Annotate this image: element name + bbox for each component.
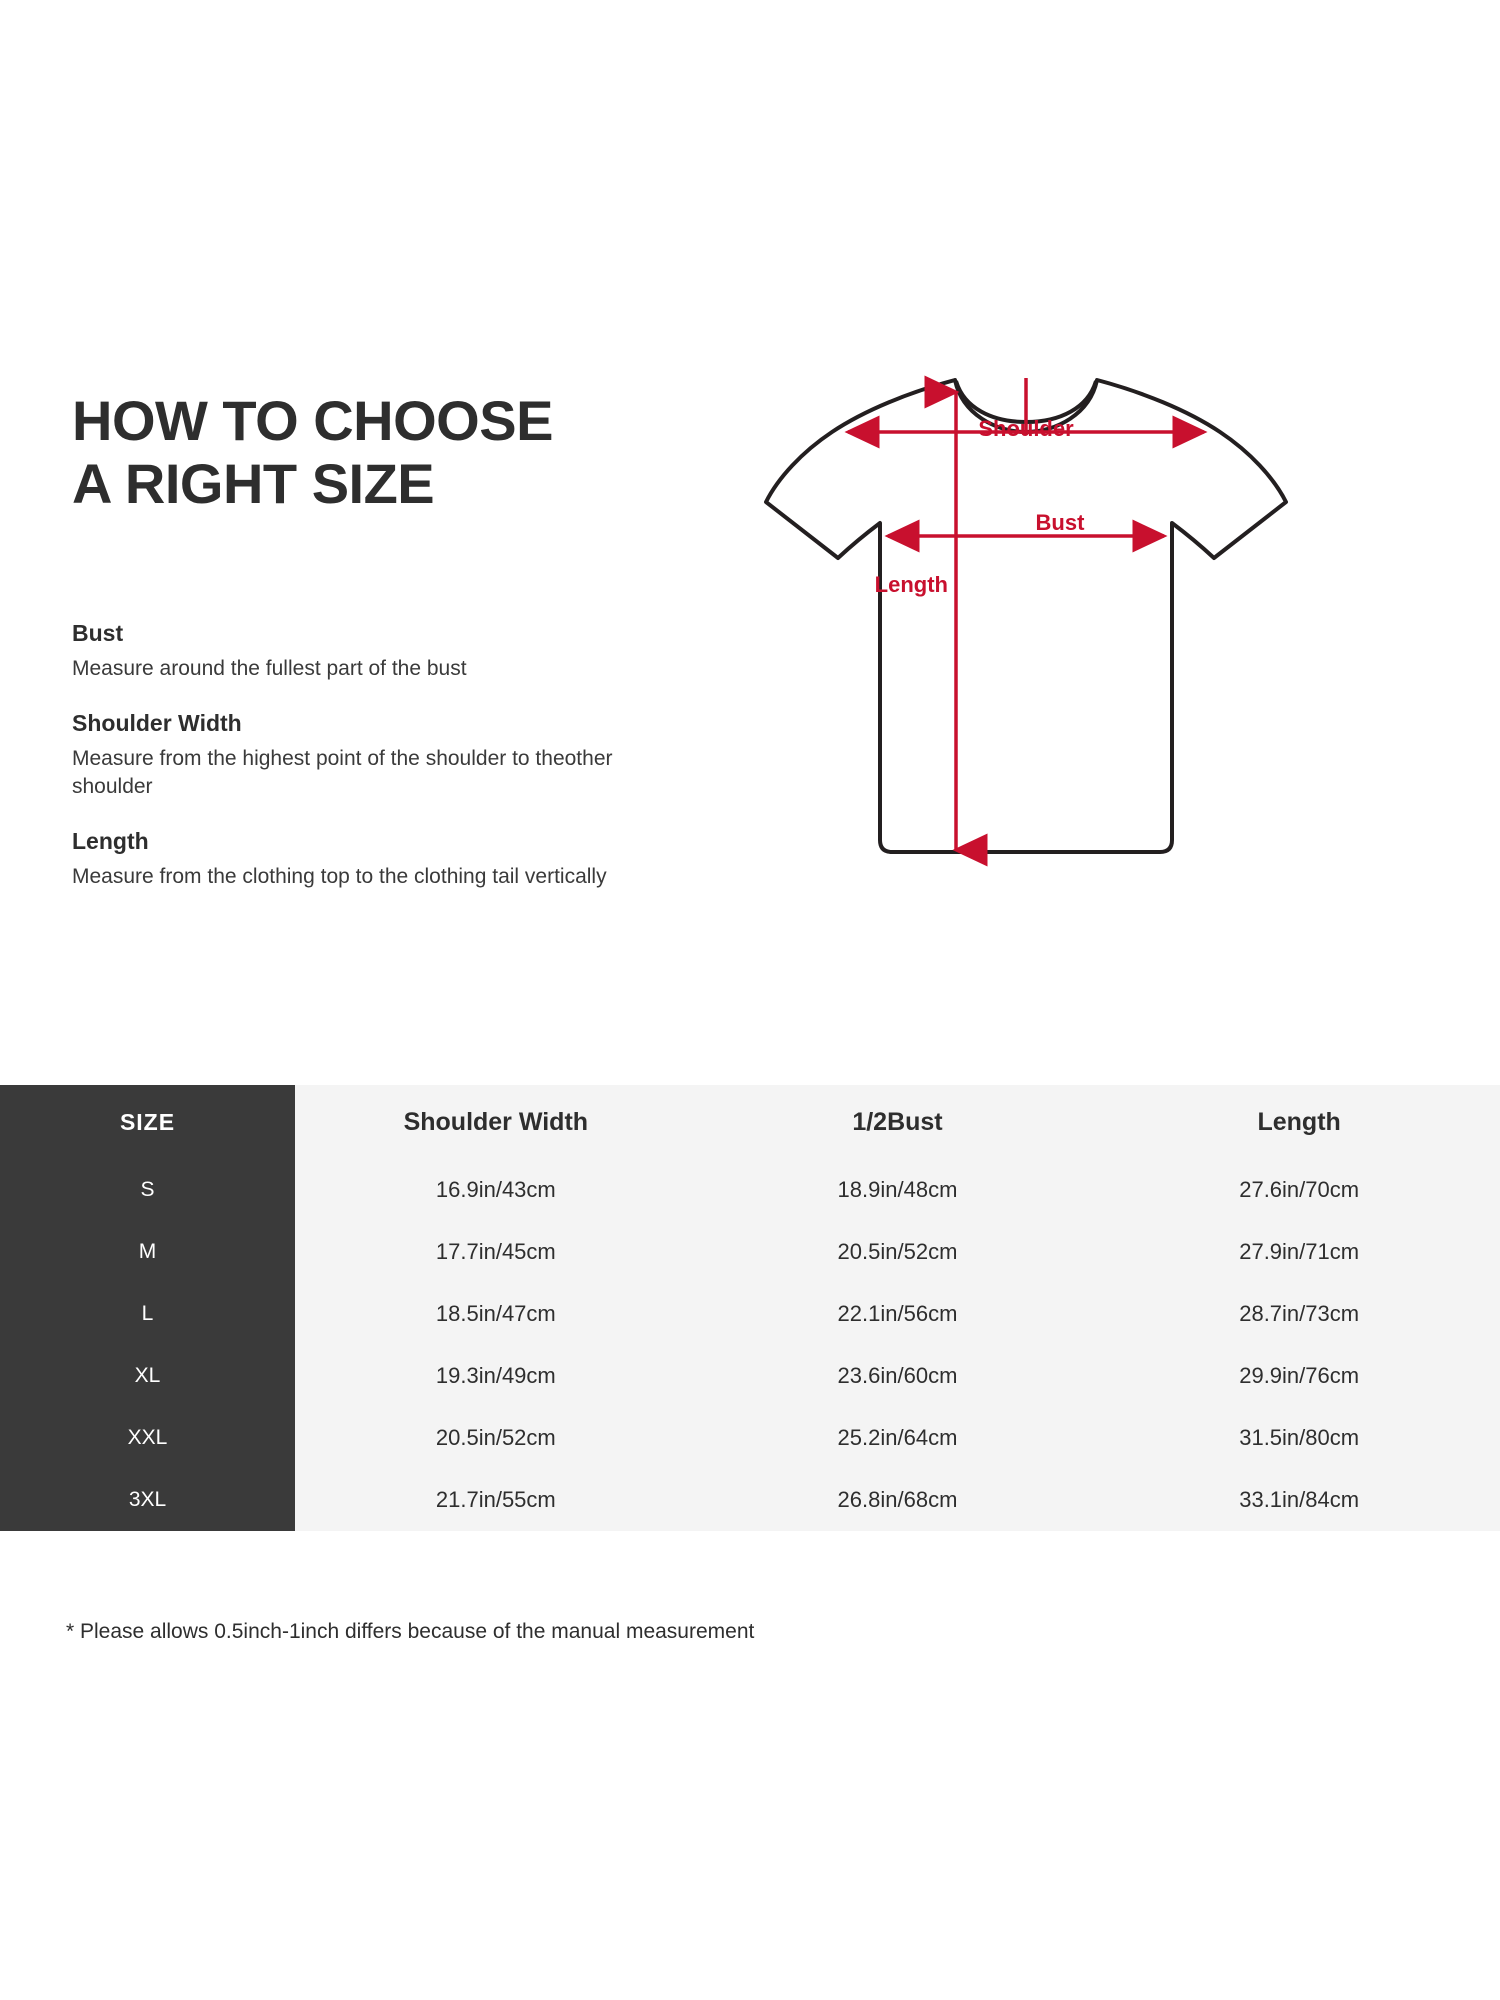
cell-half-bust: 20.5in/52cm [697,1221,1099,1283]
size-chart-table-wrapper [0,1085,1500,1531]
cell-half-bust: 25.2in/64cm [697,1407,1099,1469]
definition-desc-length: Measure from the clothing top to the clothing tail vertically [72,864,607,888]
cell-length: 31.5in/80cm [1098,1407,1500,1469]
table-row [0,1221,1500,1283]
page-title [72,390,712,515]
cell-size: XL [0,1345,295,1407]
cell-size: S [0,1159,295,1221]
size-chart-table [0,1085,1500,1531]
table-row [0,1469,1500,1531]
table-header-row [0,1085,1500,1159]
table-header [0,1085,1500,1159]
cell-size: 3XL [0,1469,295,1531]
cell-shoulder-width: 20.5in/52cm [295,1407,697,1469]
cell-length: 33.1in/84cm [1098,1469,1500,1531]
column-header-size: SIZE [0,1085,295,1159]
cell-shoulder-width: 16.9in/43cm [295,1159,697,1221]
definition-term-bust: Bust [72,620,124,646]
shoulder-label: Shoulder [978,416,1074,441]
length-label: Length [874,572,948,597]
table-body [0,1159,1500,1531]
cell-length: 28.7in/73cm [1098,1283,1500,1345]
bust-label: Bust [1035,510,1085,535]
cell-shoulder-width: 18.5in/47cm [295,1283,697,1345]
table-row [0,1283,1500,1345]
cell-half-bust: 23.6in/60cm [697,1345,1099,1407]
cell-shoulder-width: 21.7in/55cm [295,1469,697,1531]
tshirt-measurement-diagram [760,370,1380,1020]
measurement-definitions [72,620,672,918]
table-row [0,1159,1500,1221]
cell-half-bust: 18.9in/48cm [697,1159,1099,1221]
definition-term-length: Length [72,827,149,854]
definition-term-shoulder-width: Shoulder Width [72,709,242,736]
measurement-footnote: * Please allows 0.5inch-1inch differs because of the manual measurement [66,1620,755,1643]
cell-half-bust: 26.8in/68cm [697,1469,1099,1531]
cell-length: 29.9in/76cm [1098,1345,1500,1407]
cell-size: L [0,1283,295,1345]
cell-size: XXL [0,1407,295,1469]
cell-shoulder-width: 19.3in/49cm [295,1345,697,1407]
cell-length: 27.6in/70cm [1098,1159,1500,1221]
column-header-shoulder-width: Shoulder Width [295,1085,697,1159]
page-title-line-1: HOW TO CHOOSE [72,389,553,452]
column-header-length: Length [1098,1085,1500,1159]
definition-desc-bust: Measure around the fullest part of the bust [72,657,467,680]
cell-length: 27.9in/71cm [1098,1221,1500,1283]
tshirt-outline [766,380,1286,852]
cell-shoulder-width: 17.7in/45cm [295,1221,697,1283]
page-title-line-2: A RIGHT SIZE [72,451,435,515]
table-row [0,1345,1500,1407]
column-header-half-bust: 1/2Bust [697,1085,1099,1159]
definition-desc-shoulder-width: Measure from the highest point of the shoulder to theother shoulder [72,746,613,798]
table-row [0,1407,1500,1469]
cell-size: M [0,1221,295,1283]
cell-half-bust: 22.1in/56cm [697,1283,1099,1345]
